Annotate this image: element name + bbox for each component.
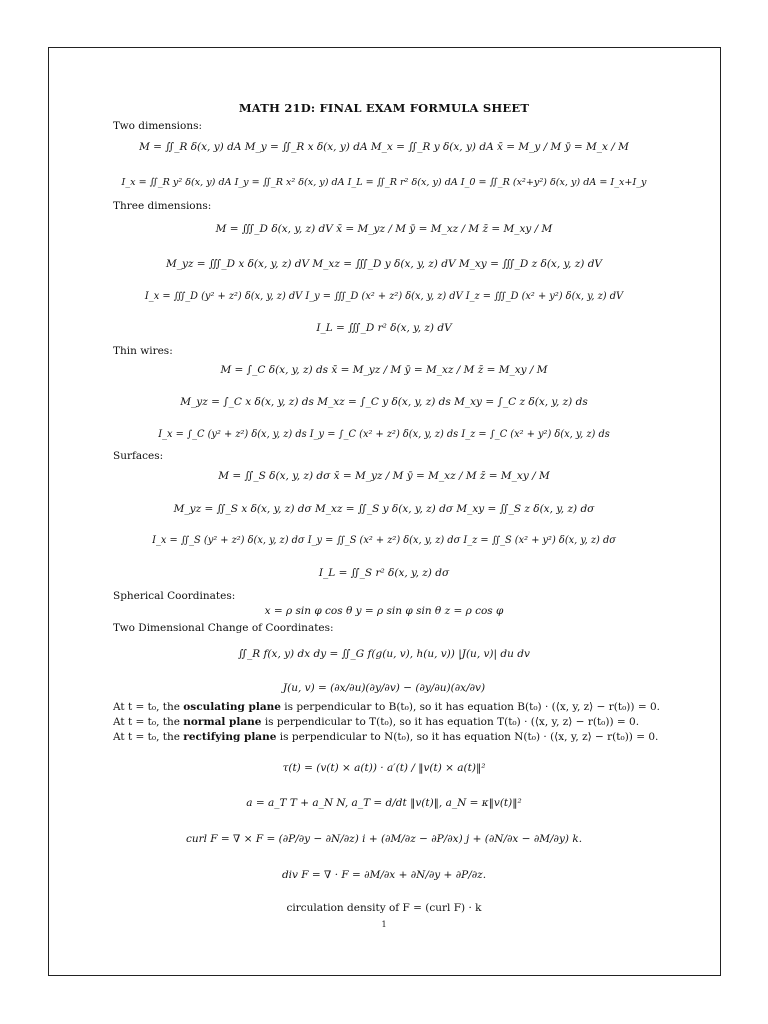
- formula-two-dim-mass-moments: M = ∬_R δ(x, y) dA M_y = ∬_R x δ(x, y) dA M_x = ∬_R y δ(x, y) dA x̄ = M_y / M ȳ = M_x / M: [139, 141, 629, 153]
- section-change-of-coordinates: Two Dimensional Change of Coordinates:: [113, 622, 334, 634]
- formula-three-dim-moments: M_yz = ∭_D x δ(x, y, z) dV M_xz = ∭_D y δ(x, y, z) dV M_xy = ∭_D z δ(x, y, z) dV: [165, 258, 603, 270]
- formula-torsion: τ(t) = (v(t) × a(t)) · a′(t) / ‖v(t) × a(t)‖²: [282, 762, 486, 774]
- formula-curl: curl F = ∇ × F = (∂P/∂y − ∂N/∂z) i + (∂M/∂z − ∂P/∂x) j + (∂N/∂x − ∂M/∂y) k.: [185, 833, 583, 845]
- formula-acceleration: a = a_T T + a_N N, a_T = d/dt ‖v(t)‖, a_N = κ‖v(t)‖²: [246, 797, 522, 809]
- osculating-plane-text: At t = t₀, the osculating plane is perpendicular to B(t₀), so it has equation B(t₀) · (⟨x, y, z⟩ − r(t₀)) = 0.: [113, 701, 660, 713]
- normal-plane-text: At t = t₀, the normal plane is perpendicular to T(t₀), so it has equation T(t₀) · (⟨x, y, z⟩ − r(t₀)) = 0.: [113, 716, 640, 728]
- formula-three-dim-inertia: I_x = ∭_D (y² + z²) δ(x, y, z) dV I_y = ∭_D (x² + z²) δ(x, y, z) dV I_z = ∭_D (x² + y²) δ(x, y, z) dV: [144, 291, 624, 302]
- formula-two-dim-inertia: I_x = ∬_R y² δ(x, y) dA I_y = ∬_R x² δ(x, y) dA I_L = ∬_R r² δ(x, y) dA I_0 = ∬_R (x²+y²) δ(x, y) dA = I_x+I_y: [121, 177, 647, 188]
- page-title: MATH 21D: FINAL EXAM FORMULA SHEET: [238, 101, 530, 115]
- formula-surface-mass: M = ∬_S δ(x, y, z) dσ x̄ = M_yz / M ȳ = M_xz / M z̄ = M_xy / M: [218, 470, 550, 482]
- page-number: 1: [381, 920, 387, 929]
- formula-wire-mass: M = ∫_C δ(x, y, z) ds x̄ = M_yz / M ȳ = M_xz / M z̄ = M_xy / M: [220, 364, 548, 376]
- section-thin-wires: Thin wires:: [113, 345, 173, 357]
- formula-wire-inertia: I_x = ∫_C (y² + z²) δ(x, y, z) ds I_y = ∫_C (x² + z²) δ(x, y, z) ds I_z = ∫_C (x² + y²) δ(x, y, z) ds: [158, 429, 610, 440]
- section-spherical: Spherical Coordinates:: [113, 590, 236, 602]
- section-three-dimensions: Three dimensions:: [113, 200, 212, 212]
- formula-surface-inertia-l: I_L = ∬_S r² δ(x, y, z) dσ: [318, 567, 450, 579]
- rectifying-plane-text: At t = t₀, the rectifying plane is perpendicular to N(t₀), so it has equation N(t₀) · (⟨x, y, z⟩ − r(t₀)) = 0.: [113, 731, 659, 743]
- formula-three-dim-mass: M = ∭_D δ(x, y, z) dV x̄ = M_yz / M ȳ = M_xz / M z̄ = M_xy / M: [215, 223, 553, 235]
- formula-wire-moments: M_yz = ∫_C x δ(x, y, z) ds M_xz = ∫_C y δ(x, y, z) ds M_xy = ∫_C z δ(x, y, z) ds: [180, 396, 588, 408]
- formula-circulation-density: circulation density of F = (curl F) · k: [286, 902, 482, 914]
- formula-divergence: div F = ∇ · F = ∂M/∂x + ∂N/∂y + ∂P/∂z.: [281, 869, 487, 881]
- formula-change-of-variables: ∬_R f(x, y) dx dy = ∬_G f(g(u, v), h(u, v)) |J(u, v)| du dv: [238, 648, 530, 660]
- section-surfaces: Surfaces:: [113, 450, 164, 462]
- section-two-dimensions: Two dimensions:: [113, 120, 203, 132]
- formula-three-dim-inertia-l: I_L = ∭_D r² δ(x, y, z) dV: [316, 322, 452, 334]
- formula-spherical: x = ρ sin φ cos θ y = ρ sin φ sin θ z = ρ cos φ: [264, 605, 504, 617]
- formula-surface-moments: M_yz = ∬_S x δ(x, y, z) dσ M_xz = ∬_S y δ(x, y, z) dσ M_xy = ∬_S z δ(x, y, z) dσ: [173, 503, 595, 515]
- formula-surface-inertia: I_x = ∬_S (y² + z²) δ(x, y, z) dσ I_y = ∬_S (x² + z²) δ(x, y, z) dσ I_z = ∬_S (x² + y²) δ(x, y, z) dσ: [152, 535, 616, 546]
- formula-jacobian: J(u, v) = (∂x/∂u)(∂y/∂v) − (∂y/∂u)(∂x/∂v): [282, 682, 486, 694]
